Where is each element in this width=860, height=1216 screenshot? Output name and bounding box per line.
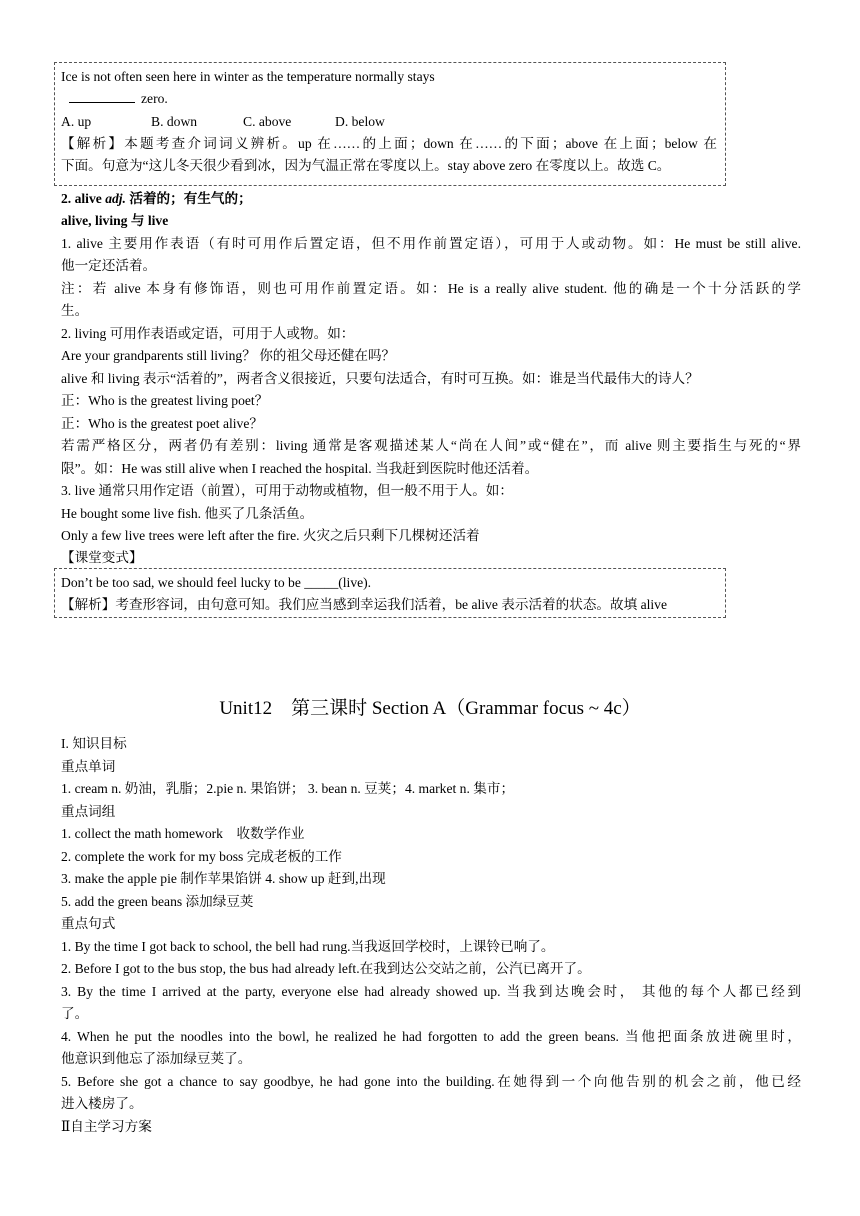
lesson-line: 5. Before she got a chance to say goodbye, he had gone into the building.在她得到一个向他告别的机会之前，他已经 [61, 1074, 801, 1089]
question-text: Ice is not often seen here in winter as the temperature normally stays [61, 69, 435, 84]
body-line: 注：若 alive 本身有修饰语，则也可用作前置定语。如：He is a really alive student. 他的确是一个十分活跃的学 [61, 281, 801, 296]
body-line: 正：Who is the greatest poet alive？ [61, 416, 263, 431]
unit-title: Unit12 第三课时 Section A（Grammar focus ~ 4c） [219, 698, 641, 719]
lesson-line: 1. cream n. 奶油，乳脂；2.pie n. 果馅饼； 3. bean n. 豆荚；4. market n. 集市； [61, 781, 515, 796]
lesson-line: I. 知识目标 [61, 736, 127, 751]
options-row [61, 113, 801, 131]
heading-meaning: 活着的；有生气的； [125, 191, 252, 206]
section-subheading: alive, living 与 live [61, 213, 169, 228]
exercise2-question: Don’t be too sad, we should feel lucky to be _____(live). [61, 575, 372, 590]
section-heading [61, 190, 801, 208]
lesson-line: 重点句式 [61, 916, 116, 931]
body-line: 3. live 通常只用作定语（前置），可用于动物或植物，但一般不用于人。如： [61, 483, 513, 498]
option-b: B. down [151, 114, 198, 129]
lesson-line: Ⅱ自主学习方案 [61, 1119, 152, 1134]
practice-label: 【课堂变式】 [61, 550, 143, 565]
body-line: He bought some live fish. 他买了几条活鱼。 [61, 506, 314, 521]
lesson-line: 进入楼房了。 [61, 1096, 143, 1111]
answer-blank [69, 90, 135, 103]
lesson-line: 3. By the time I arrived at the party, everyone else had already showed up. 当我到达晚会时， 其他的每个人都已经到 [61, 984, 801, 999]
body-line: alive 和 living 表示“活着的”，两者含义很接近，只要句法适合，有时可互换。如：谁是当代最伟大的诗人？ [61, 371, 699, 386]
heading-word: 2. alive [61, 191, 106, 206]
lesson-line: 2. complete the work for my boss 完成老板的工作 [61, 849, 342, 864]
lesson-line: 5. add the green beans 添加绿豆荚 [61, 894, 254, 909]
lesson-line: 2. Before I got to the bus stop, the bus had already left.在我到达公交站之前，公汽已离开了。 [61, 961, 591, 976]
question-blank-line [61, 90, 801, 108]
body-line: 若需严格区分，两者仍有差别：living 通常是客观描述某人“尚在人间”或“健在”，而 alive 则主要指生与死的“界 [61, 438, 801, 453]
body-line: 正：Who is the greatest living poet？ [61, 393, 269, 408]
lesson-line: 重点单词 [61, 759, 116, 774]
lesson-line: 1. By the time I got back to school, the bell had rung.当我返回学校时，上课铃已响了。 [61, 939, 555, 954]
option-c: C. above [243, 114, 292, 129]
lesson-line: 3. make the apple pie 制作苹果馅饼 4. show up 赶到,出现 [61, 871, 386, 886]
analysis-line-1: 【解析】本题考查介词词义辨析。up 在……的上面；down 在……的下面；above 在上面；below 在 [61, 136, 717, 151]
body-line: 他一定还活着。 [61, 258, 157, 273]
body-line: Are your grandparents still living？ 你的祖父母还健在吗？ [61, 348, 396, 363]
analysis-line-2: 下面。句意为“这儿冬天很少看到冰，因为气温正常在零度以上。stay above zero 在零度以上。故选 C。 [61, 158, 671, 173]
lesson-line: 重点词组 [61, 804, 116, 819]
lesson-line: 了。 [61, 1006, 89, 1021]
body-line: 生。 [61, 303, 89, 318]
option-a: A. up [61, 114, 92, 129]
question-end: zero. [141, 91, 168, 106]
option-d: D. below [335, 114, 385, 129]
body-line: 限”。如：He was still alive when I reached the hospital. 当我赶到医院时他还活着。 [61, 461, 539, 476]
lesson-line: 1. collect the math homework 收数学作业 [61, 826, 305, 841]
body-line: 1. alive 主要用作表语（有时可用作后置定语，但不用作前置定语），可用于人或动物。如：He must be still alive. [61, 236, 801, 251]
body-line: 2. living 可用作表语或定语，可用于人或物。如： [61, 326, 355, 341]
heading-pos: adj. [105, 191, 126, 206]
exercise2-analysis: 【解析】考查形容词，由句意可知。我们应当感到幸运我们活着，be alive 表示活着的状态。故填 alive [61, 597, 668, 612]
body-line: Only a few live trees were left after the fire. 火灾之后只剩下几棵树还活着 [61, 528, 480, 543]
lesson-line: 他意识到他忘了添加绿豆荚了。 [61, 1051, 252, 1066]
lesson-line: 4. When he put the noodles into the bowl, he realized he had forgotten to add the green beans. 当他把面条放进碗里时， [61, 1029, 801, 1044]
